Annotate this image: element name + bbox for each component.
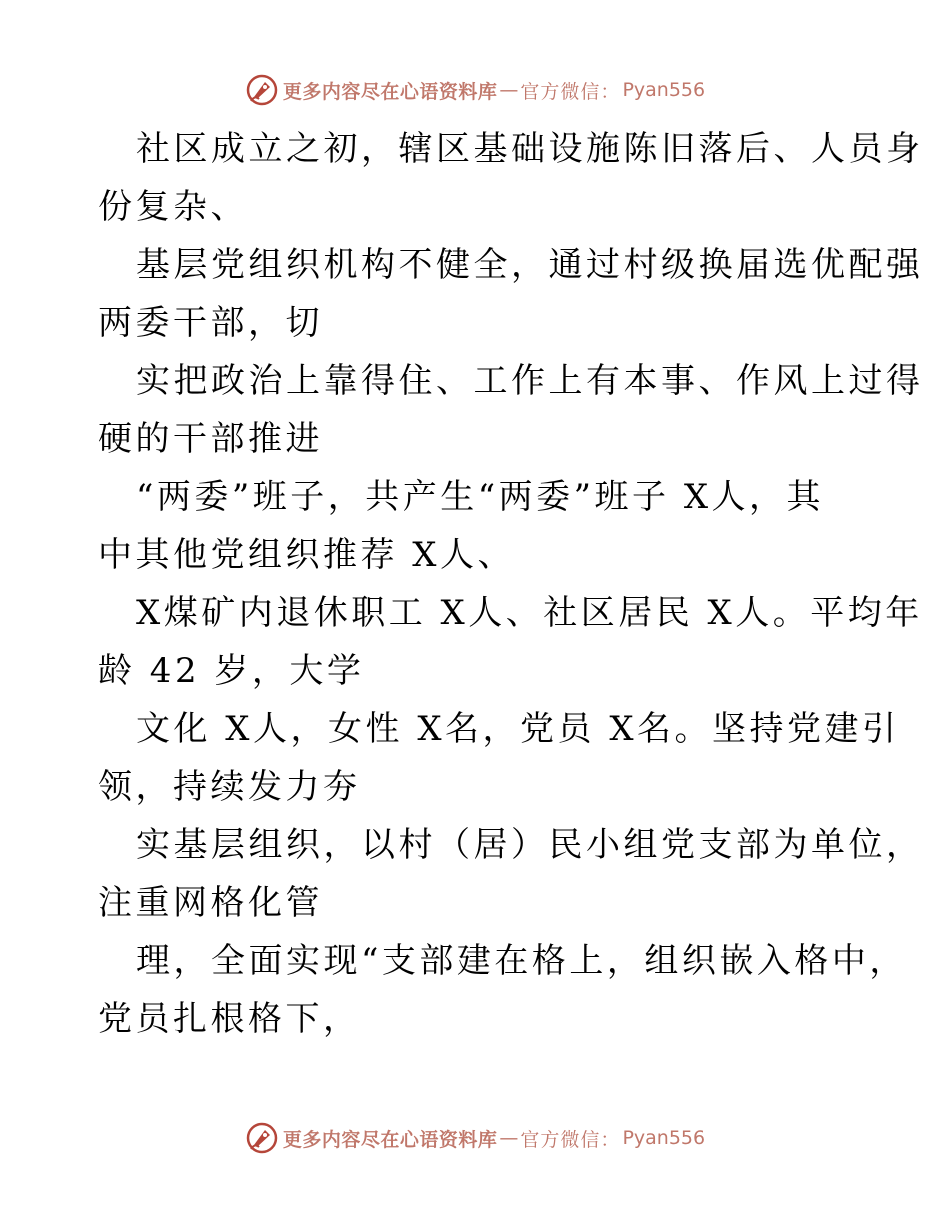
document-body: [98, 120, 924, 1048]
paragraph-line: 实基层组织，以村（居）民小组党支部为单位，: [136, 825, 924, 865]
paragraph-line: 实把政治上靠得住、工作上有本事、作风上过得: [136, 361, 924, 401]
watermark-label: 官方微信：: [520, 80, 621, 103]
header-watermark: [0, 70, 950, 110]
watermark-dash: —: [499, 79, 519, 101]
watermark-wechat-id: Pyan556: [622, 1127, 706, 1149]
paragraph-line: 党员扎根格下，: [98, 999, 361, 1039]
paragraph-6: [98, 700, 900, 816]
paragraph-8: [98, 932, 907, 1048]
footer-watermark: [0, 1118, 950, 1158]
watermark-text: 更多内容尽在心语资料库: [282, 1128, 498, 1151]
watermark-text: 更多内容尽在心语资料库: [282, 80, 498, 103]
paragraph-line: 文化 X人，女性 X名，党员 X名。坚持党建引: [136, 709, 900, 749]
paragraph-line: 两委干部，切: [98, 303, 323, 343]
paragraph-2: [98, 236, 924, 352]
paragraph-line: 社区成立之初，辖区基础设施陈旧落后、人员身: [136, 129, 924, 169]
pen-nib-logo-icon: [245, 73, 279, 107]
paragraph-7: [98, 816, 924, 932]
paragraph-line: 龄 42 岁，大学: [98, 651, 365, 691]
paragraph-line: 注重网格化管: [98, 883, 323, 923]
paragraph-line: 基层党组织机构不健全，通过村级换届选优配强: [136, 245, 924, 285]
paragraph-1: [98, 120, 924, 236]
watermark-wechat-id: Pyan556: [622, 79, 706, 101]
paragraph-line: 理，全面实现“支部建在格上，组织嵌入格中，: [136, 941, 907, 981]
paragraph-line: 领，持续发力夯: [98, 767, 361, 807]
paragraph-3: [98, 352, 924, 468]
pen-nib-logo-icon: [245, 1121, 279, 1155]
watermark-label: 官方微信：: [520, 1128, 621, 1151]
watermark-dash: —: [499, 1127, 519, 1149]
paragraph-line: 硬的干部推进: [98, 419, 323, 459]
paragraph-5: [98, 584, 923, 700]
paragraph-line: “两委”班子，共产生“两委”班子 X人，其: [136, 477, 825, 517]
paragraph-4: [98, 468, 878, 584]
paragraph-line: 中其他党组织推荐 X人、: [98, 535, 516, 575]
paragraph-line: 份复杂、: [98, 187, 248, 227]
paragraph-line: X煤矿内退休职工 X人、社区居民 X人。平均年: [136, 593, 923, 633]
